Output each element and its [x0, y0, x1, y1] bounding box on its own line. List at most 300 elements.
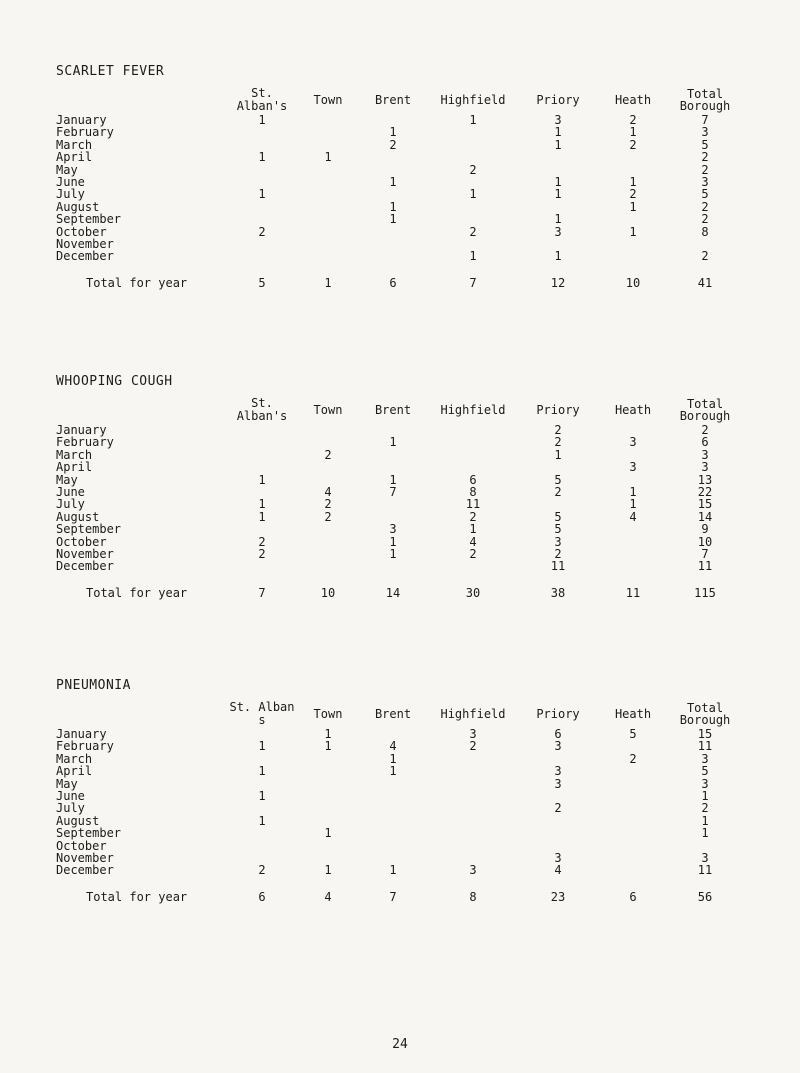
column-header: Priory — [536, 92, 580, 107]
month-label: May — [56, 162, 78, 177]
cell-value — [226, 560, 298, 572]
cell-value: 1 — [258, 739, 266, 754]
table-row — [56, 560, 742, 572]
month-label: April — [56, 764, 93, 779]
cell-value — [598, 790, 668, 802]
cell-value: 1 — [389, 212, 397, 227]
table-row — [56, 126, 742, 138]
cell-value: 3 — [701, 125, 709, 140]
month-label: August — [56, 509, 100, 524]
cell-value: 2 — [629, 137, 637, 152]
cell-value: 6 — [469, 472, 477, 487]
cell-value: 5 — [701, 137, 709, 152]
cell-value: 1 — [324, 739, 332, 754]
cell-value — [358, 151, 428, 163]
month-label: December — [56, 863, 114, 878]
cell-value: 1 — [324, 150, 332, 165]
column-header: Brent — [374, 402, 412, 417]
month-label: February — [56, 739, 114, 754]
total-value: 7 — [389, 889, 397, 904]
cell-value — [358, 250, 428, 262]
cell-value: 1 — [629, 224, 637, 239]
cell-value: 2 — [629, 751, 637, 766]
total-value: 5 — [258, 275, 266, 290]
cell-value — [298, 840, 358, 852]
cell-value — [598, 815, 668, 827]
table-row — [56, 753, 742, 765]
cell-value — [598, 740, 668, 752]
cell-value: 2 — [701, 249, 709, 264]
month-label: March — [56, 447, 93, 462]
cell-value — [358, 560, 428, 572]
cell-value — [298, 238, 358, 250]
cell-value — [226, 164, 298, 176]
month-label: June — [56, 485, 85, 500]
table-row — [56, 728, 742, 740]
total-value: 115 — [694, 585, 716, 600]
cell-value — [358, 449, 428, 461]
cell-value: 14 — [697, 509, 713, 524]
cell-value: 1 — [469, 522, 477, 537]
month-label: December — [56, 249, 114, 264]
table-row — [56, 151, 742, 163]
cell-value — [298, 126, 358, 138]
cell-value: 3 — [701, 447, 709, 462]
month-column-header — [56, 396, 226, 424]
cell-value — [298, 790, 358, 802]
cell-value — [226, 523, 298, 535]
total-label: Total for year — [86, 889, 188, 904]
cell-value — [428, 815, 518, 827]
cell-value: 1 — [469, 187, 477, 202]
header-row — [56, 396, 742, 424]
cell-value: 2 — [629, 113, 637, 127]
cell-value: 1 — [701, 789, 709, 804]
cell-value — [598, 864, 668, 876]
cell-value: 3 — [554, 764, 562, 779]
column-header: Highfield — [440, 92, 506, 107]
cell-value: 11 — [697, 739, 713, 754]
total-label: Total for year — [86, 585, 188, 600]
month-label: October — [56, 534, 107, 549]
cell-value — [226, 213, 298, 225]
cell-value — [298, 201, 358, 213]
total-row — [56, 277, 742, 289]
table-row — [56, 815, 742, 827]
cell-value — [598, 802, 668, 814]
cell-value — [598, 523, 668, 535]
total-value: 8 — [469, 889, 477, 904]
cell-value: 3 — [554, 739, 562, 754]
cell-value: 1 — [629, 497, 637, 512]
table-row — [56, 474, 742, 486]
cell-value — [428, 802, 518, 814]
cell-value — [226, 840, 298, 852]
total-row — [56, 891, 742, 903]
month-label: March — [56, 137, 93, 152]
cell-value — [598, 560, 668, 572]
cell-value — [298, 164, 358, 176]
table-row — [56, 201, 742, 213]
total-value: 10 — [625, 275, 641, 290]
table-row — [56, 852, 742, 864]
cell-value: 2 — [701, 423, 709, 437]
page-number: 24 — [392, 1037, 408, 1052]
cell-value: 2 — [629, 187, 637, 202]
total-value: 41 — [697, 275, 713, 290]
cell-value: 1 — [389, 435, 397, 450]
cell-value: 3 — [629, 435, 637, 450]
total-value: 11 — [625, 585, 641, 600]
total-value: 10 — [320, 585, 336, 600]
cell-value: 3 — [554, 224, 562, 239]
total-label: Total for year — [86, 275, 188, 290]
cell-value: 11 — [697, 863, 713, 878]
cell-value — [358, 840, 428, 852]
table-row — [56, 536, 742, 548]
cell-value: 11 — [465, 497, 481, 512]
cell-value: 7 — [701, 547, 709, 562]
total-value: 1 — [324, 275, 332, 290]
cell-value — [598, 213, 668, 225]
cell-value: 2 — [258, 534, 266, 549]
cell-value: 1 — [258, 813, 266, 828]
cell-value: 1 — [389, 534, 397, 549]
cell-value: 1 — [389, 751, 397, 766]
section-title: WHOOPING COUGH — [56, 374, 173, 389]
cell-value: 4 — [629, 509, 637, 524]
spacer-row — [56, 877, 742, 891]
cell-value: 1 — [258, 472, 266, 487]
cell-value — [298, 536, 358, 548]
cell-value: 3 — [469, 727, 477, 741]
month-label: March — [56, 751, 93, 766]
column-header: Town — [313, 706, 343, 721]
cell-value — [298, 560, 358, 572]
cell-value — [428, 827, 518, 839]
column-header: Brent — [374, 92, 412, 107]
cell-value: 2 — [554, 435, 562, 450]
month-label: October — [56, 838, 107, 853]
header-row — [56, 700, 742, 728]
month-label: July — [56, 187, 85, 202]
cell-value: 3 — [701, 175, 709, 190]
month-label: September — [56, 522, 122, 537]
table-body — [56, 728, 742, 903]
cell-value — [598, 250, 668, 262]
cell-value: 1 — [389, 547, 397, 562]
cell-value — [226, 449, 298, 461]
cell-value: 1 — [324, 863, 332, 878]
cell-value — [226, 802, 298, 814]
cell-value: 2 — [701, 199, 709, 214]
cell-value — [298, 765, 358, 777]
cell-value: 6 — [554, 727, 562, 741]
cell-value: 5 — [554, 509, 562, 524]
table-row — [56, 114, 742, 126]
spacer-cell — [56, 877, 742, 891]
cell-value: 10 — [697, 534, 713, 549]
cell-value: 1 — [554, 249, 562, 264]
cell-value: 2 — [469, 162, 477, 177]
cell-value: 2 — [258, 863, 266, 878]
cell-value — [358, 815, 428, 827]
cell-value: 2 — [701, 801, 709, 816]
cell-value — [358, 498, 428, 510]
pneumonia-table — [56, 700, 742, 903]
cell-value: 8 — [701, 224, 709, 239]
cell-value — [226, 201, 298, 213]
total-value: 38 — [550, 585, 566, 600]
cell-value — [358, 778, 428, 790]
column-header: St. Alban's — [236, 396, 288, 423]
section-title: SCARLET FEVER — [56, 64, 165, 79]
table-row — [56, 139, 742, 151]
table-row — [56, 778, 742, 790]
column-header: Priory — [536, 706, 580, 721]
cell-value: 3 — [554, 851, 562, 866]
cell-value: 1 — [389, 863, 397, 878]
cell-value: 2 — [258, 547, 266, 562]
total-value: 7 — [469, 275, 477, 290]
cell-value — [428, 126, 518, 138]
month-label: June — [56, 175, 85, 190]
cell-value: 11 — [697, 559, 713, 574]
cell-value — [598, 852, 668, 864]
table-row — [56, 523, 742, 535]
column-header: St. Alban's — [236, 86, 288, 113]
table-row — [56, 449, 742, 461]
cell-value: 3 — [629, 460, 637, 475]
table-row — [56, 840, 742, 852]
cell-value: 15 — [697, 497, 713, 512]
table-row — [56, 802, 742, 814]
table-row — [56, 176, 742, 188]
cell-value: 3 — [554, 534, 562, 549]
cell-value: 5 — [554, 472, 562, 487]
total-value: 14 — [385, 585, 401, 600]
cell-value — [598, 778, 668, 790]
total-value: 30 — [465, 585, 481, 600]
cell-value: 2 — [701, 150, 709, 165]
cell-value: 1 — [629, 125, 637, 140]
month-label: September — [56, 826, 122, 841]
total-value: 7 — [258, 585, 266, 600]
cell-value: 3 — [554, 776, 562, 791]
cell-value: 4 — [554, 863, 562, 878]
cell-value — [518, 151, 598, 163]
cell-value: 3 — [469, 863, 477, 878]
column-header: Heath — [614, 402, 652, 417]
cell-value — [298, 523, 358, 535]
cell-value: 1 — [629, 199, 637, 214]
total-value: 56 — [697, 889, 713, 904]
cell-value: 5 — [554, 522, 562, 537]
cell-value — [428, 139, 518, 151]
cell-value: 2 — [324, 509, 332, 524]
month-label: April — [56, 150, 93, 165]
cell-value: 1 — [554, 212, 562, 227]
table-row — [56, 164, 742, 176]
table-body — [56, 424, 742, 599]
column-header: Total Borough — [679, 397, 731, 423]
cell-value: 1 — [469, 113, 477, 127]
table-row — [56, 740, 742, 752]
cell-value: 15 — [697, 727, 713, 741]
total-row — [56, 587, 742, 599]
cell-value — [428, 151, 518, 163]
cell-value: 1 — [629, 485, 637, 500]
cell-value: 6 — [701, 435, 709, 450]
cell-value: 2 — [469, 509, 477, 524]
month-label: August — [56, 813, 100, 828]
month-label: January — [56, 113, 107, 127]
column-header: Total Borough — [679, 701, 731, 727]
cell-value — [518, 461, 598, 473]
cell-value — [298, 114, 358, 126]
cell-value: 7 — [701, 113, 709, 127]
table-row — [56, 827, 742, 839]
cell-value — [226, 424, 298, 436]
total-value: 4 — [324, 889, 332, 904]
cell-value: 1 — [324, 826, 332, 841]
cell-value: 2 — [469, 224, 477, 239]
month-label: January — [56, 423, 107, 437]
total-value: 12 — [550, 275, 566, 290]
cell-value — [358, 802, 428, 814]
cell-value — [298, 802, 358, 814]
cell-value — [428, 560, 518, 572]
cell-value: 2 — [554, 485, 562, 500]
cell-value: 1 — [629, 175, 637, 190]
cell-value: 2 — [701, 212, 709, 227]
month-label: February — [56, 125, 114, 140]
table-row — [56, 226, 742, 238]
cell-value — [598, 827, 668, 839]
table-row — [56, 765, 742, 777]
cell-value — [428, 461, 518, 473]
section-title: PNEUMONIA — [56, 678, 131, 693]
table-row — [56, 864, 742, 876]
cell-value — [298, 461, 358, 473]
cell-value: 1 — [324, 727, 332, 741]
cell-value — [298, 548, 358, 560]
cell-value — [358, 827, 428, 839]
cell-value: 3 — [701, 851, 709, 866]
cell-value — [598, 840, 668, 852]
table-row — [56, 548, 742, 560]
table-row — [56, 188, 742, 200]
cell-value: 5 — [701, 764, 709, 779]
cell-value: 1 — [258, 789, 266, 804]
month-column-header — [56, 700, 226, 728]
column-header: Total Borough — [679, 87, 731, 113]
cell-value: 3 — [554, 113, 562, 127]
cell-value: 9 — [701, 522, 709, 537]
table-row — [56, 790, 742, 802]
cell-value: 1 — [258, 509, 266, 524]
month-label: November — [56, 851, 114, 866]
cell-value: 1 — [258, 764, 266, 779]
cell-value — [298, 213, 358, 225]
cell-value — [518, 498, 598, 510]
scarlet-fever-table — [56, 86, 742, 289]
cell-value — [358, 226, 428, 238]
cell-value: 3 — [389, 522, 397, 537]
cell-value — [428, 778, 518, 790]
table-row — [56, 511, 742, 523]
cell-value: 1 — [554, 447, 562, 462]
month-label: December — [56, 559, 114, 574]
cell-value — [298, 250, 358, 262]
cell-value: 3 — [701, 460, 709, 475]
cell-value — [358, 238, 428, 250]
total-value: 6 — [389, 275, 397, 290]
column-header: Priory — [536, 402, 580, 417]
cell-value — [428, 213, 518, 225]
cell-value: 2 — [701, 162, 709, 177]
cell-value: 4 — [469, 534, 477, 549]
cell-value: 4 — [389, 739, 397, 754]
cell-value — [298, 424, 358, 436]
cell-value — [428, 765, 518, 777]
month-label: February — [56, 435, 114, 450]
cell-value: 1 — [389, 472, 397, 487]
whooping-cough-table — [56, 396, 742, 599]
table-row — [56, 436, 742, 448]
cell-value — [358, 188, 428, 200]
cell-value: 11 — [550, 559, 566, 574]
cell-value — [226, 126, 298, 138]
cell-value: 1 — [701, 813, 709, 828]
cell-value — [226, 238, 298, 250]
cell-value — [518, 815, 598, 827]
table-row — [56, 238, 742, 250]
cell-value: 7 — [389, 485, 397, 500]
spacer-cell — [56, 573, 742, 587]
spacer-row — [56, 263, 742, 277]
cell-value — [226, 436, 298, 448]
cell-value — [298, 778, 358, 790]
cell-value — [428, 424, 518, 436]
column-header: Highfield — [440, 706, 506, 721]
cell-value: 1 — [389, 199, 397, 214]
month-label: July — [56, 801, 85, 816]
cell-value: 3 — [701, 776, 709, 791]
month-label: October — [56, 224, 107, 239]
cell-value — [598, 151, 668, 163]
cell-value: 2 — [324, 447, 332, 462]
cell-value: 2 — [554, 547, 562, 562]
cell-value: 1 — [554, 125, 562, 140]
cell-value — [358, 790, 428, 802]
cell-value: 1 — [389, 764, 397, 779]
cell-value — [598, 536, 668, 548]
cell-value — [298, 753, 358, 765]
month-column-header — [56, 86, 226, 114]
cell-value: 1 — [554, 137, 562, 152]
cell-value — [598, 548, 668, 560]
table-row — [56, 461, 742, 473]
month-label: June — [56, 789, 85, 804]
cell-value: 2 — [469, 547, 477, 562]
cell-value: 1 — [389, 175, 397, 190]
cell-value — [226, 461, 298, 473]
cell-value — [428, 436, 518, 448]
cell-value — [298, 226, 358, 238]
cell-value: 1 — [554, 187, 562, 202]
cell-value: 1 — [469, 249, 477, 264]
